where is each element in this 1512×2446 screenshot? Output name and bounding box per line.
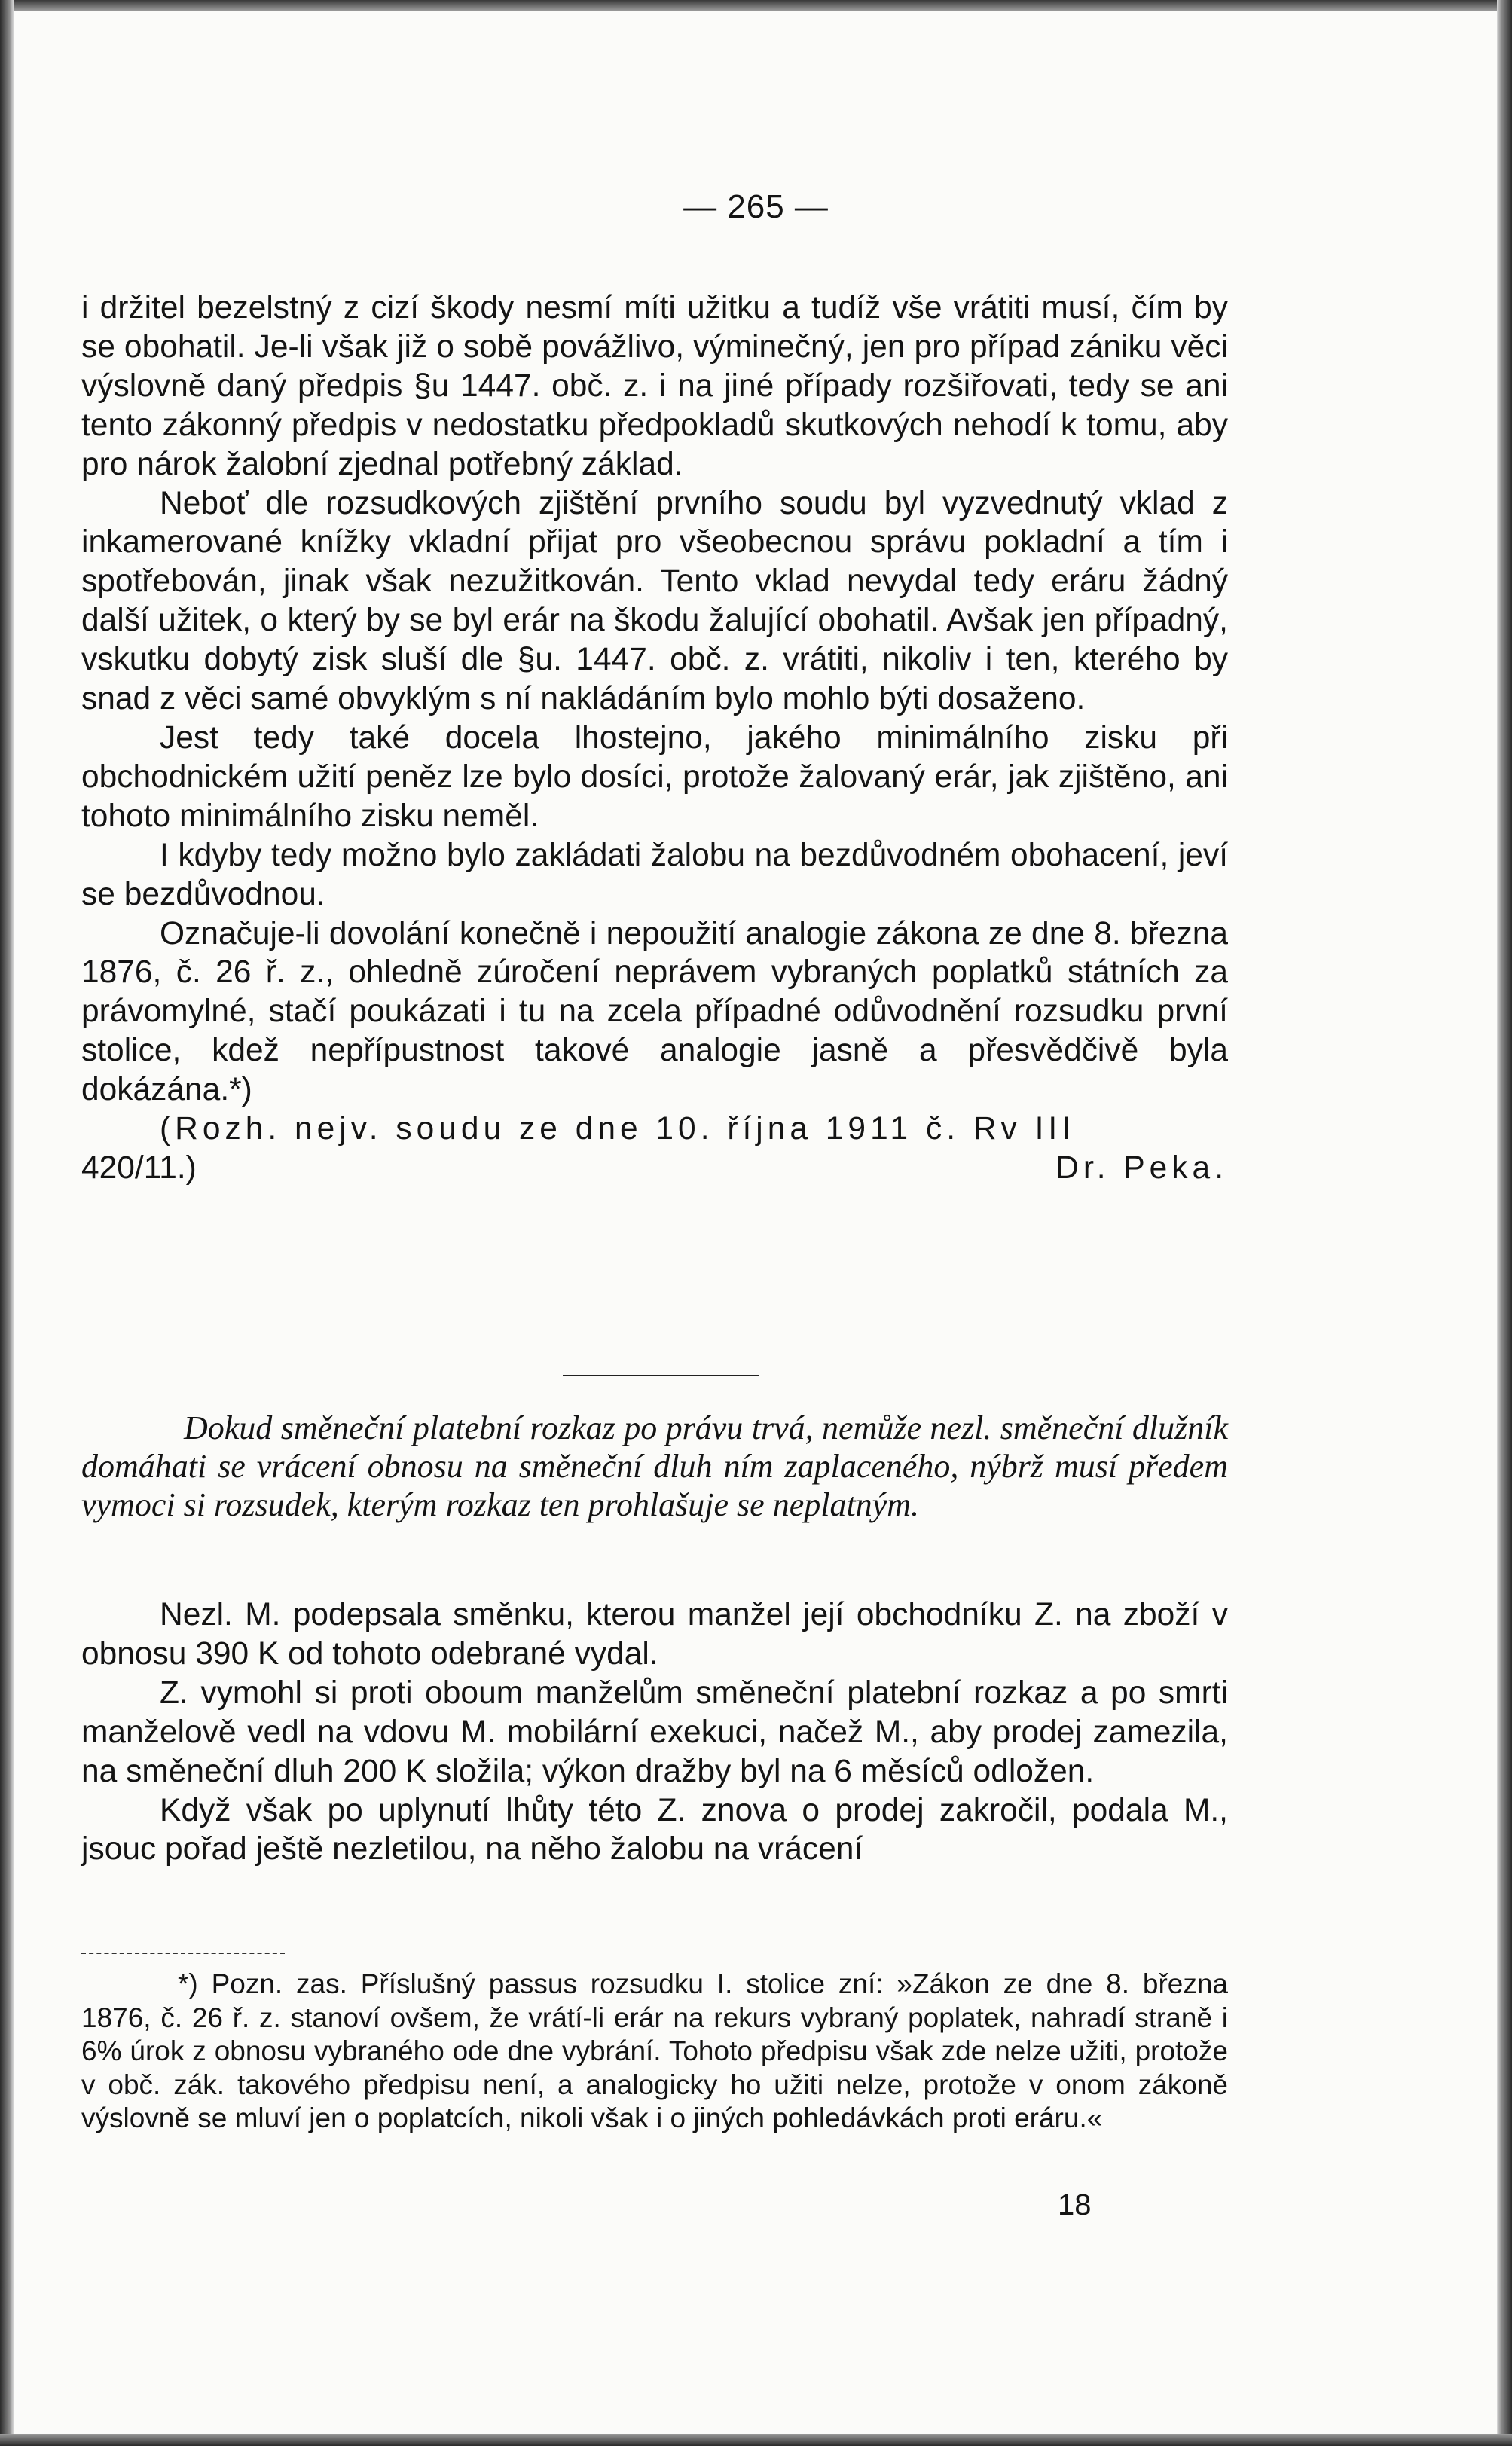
citation-number: 420/11.) [81,1150,197,1186]
paragraph: Jest tedy také docela lhostejno, jakého minimálního zisku při obchodnickém užití peněz lze bylo dosíci, protože žalovaný erár, jak zjištěno, ani tohoto minimálního zisku neměl. [81,719,1228,834]
citation-signature-line [81,1149,1228,1188]
paragraph: i držitel bezelstný z cizí škody nesmí míti užitku a tudíž vše vrátiti musí, čím by se obohatil. Je-li však již o sobě povážlivo, výminečný, jen pro případ zániku věci výslovně daný předpis §u 1447. obč. z. i na jiné případy rozšiřovati, tedy se ani tento zákonný předpis v nedostatku předpokladů skutkových nehodí k tomu, aby pro nárok žalobní zjednal potřebný základ. [81,290,1228,482]
paragraph: Označuje-li dovolání konečně i nepoužití analogie zákona ze dne 8. března 1876, č. 26 ř. z., ohledně zúročení neprávem vybraných poplatků státních za právomylné, stačí poukázati i tu na zcela případné odůvodnění rozsudku první stolice, kdež nepřípustnost takové analogie jasně a přesvědčivě byla dokázána.*) [81,915,1228,1108]
section-divider [563,1375,759,1376]
scan-edge-right [1497,0,1512,2446]
scan-edge-top [0,0,1512,11]
paragraph: Neboť dle rozsudkových zjištění prvního soudu byl vyzvednutý vklad z inkamerované knížky vkladní přijat pro všeobecnou správu pokladní a tím i spotřebován, jinak však nezužitkován. Tento vklad nevydal tedy eráru žádný další užitek, o který by se byl erár na škodu žalující obohatil. Avšak jen případný, vskutku dobytý zisk sluší dle §u. 1447. obč. z. vrátiti, nikoliv i ten, kterého by snad z věci samé obvyklým s ní nakládáním bylo mohlo býti dosaženo. [81,485,1228,717]
case-text [81,1596,1228,1869]
paragraph: Když však po uplynutí lhůty této Z. znova o prodej zakročil, podala M., jsouc pořad ještě nezletilou, na něho žalobu na vrácení [81,1792,1228,1867]
judgment-text [81,289,1228,1188]
paragraph: Nezl. M. podepsala směnku, kterou manžel její obchodníku Z. na zboží v obnosu 390 K od tohoto odebrané vydal. [81,1597,1228,1672]
footnotes [81,1968,1228,2136]
page-number: — 265 — [683,188,829,225]
citation: (Rozh. nejv. soudu ze dne 10. října 1911 č. Rv III [160,1111,1076,1147]
headnote [81,1409,1228,1524]
printer-signature-mark: 18 [1058,2188,1092,2222]
paragraph: Z. vymohl si proti oboum manželům směneční platební rozkaz a po smrti manželově vedl na vdovu M. mobilární exekuci, načež M., aby prodej zamezila, na směneční dluh 200 K složila; výkon dražby byl na 6 měsíců odložen. [81,1675,1228,1789]
paragraph: I kdyby tedy možno bylo zakládati žalobu na bezdůvodném obohacení, jeví se bezdůvodnou. [81,837,1228,912]
footnote-rule [81,1953,285,1954]
headnote-text: Dokud směneční platební rozkaz po právu trvá, nemůže nezl. směneční dlužník domáhati se vrácení obnosu na směneční dluh ním zaplaceného, nýbrž musí předem vymoci si rozsudek, kterým rozkaz ten prohlašuje se neplatným. [81,1409,1228,1523]
footnote: *) Pozn. zas. Příslušný passus rozsudku I. stolice zní: »Zákon ze dne 8. března 1876, č. 26 ř. z. stanoví ovšem, že vrátí-li erár na rekurs vybraný poplatek, nahradí straně i 6% úrok z obnosu vybraného ode dne vybrání. Tohoto předpisu však zde nelze užiti, protože v obč. zák. takového předpisu není, a analogicky ho užiti nelze, protože v onom zákoně výslovně se mluví jen o poplatcích, nikoli však i o jiných pohledávkách proti eráru.« [81,1968,1228,2134]
scan-edge-left [0,0,14,2446]
author-signature: Dr. Peka. [1055,1150,1228,1186]
scan-edge-bottom [0,2434,1512,2446]
